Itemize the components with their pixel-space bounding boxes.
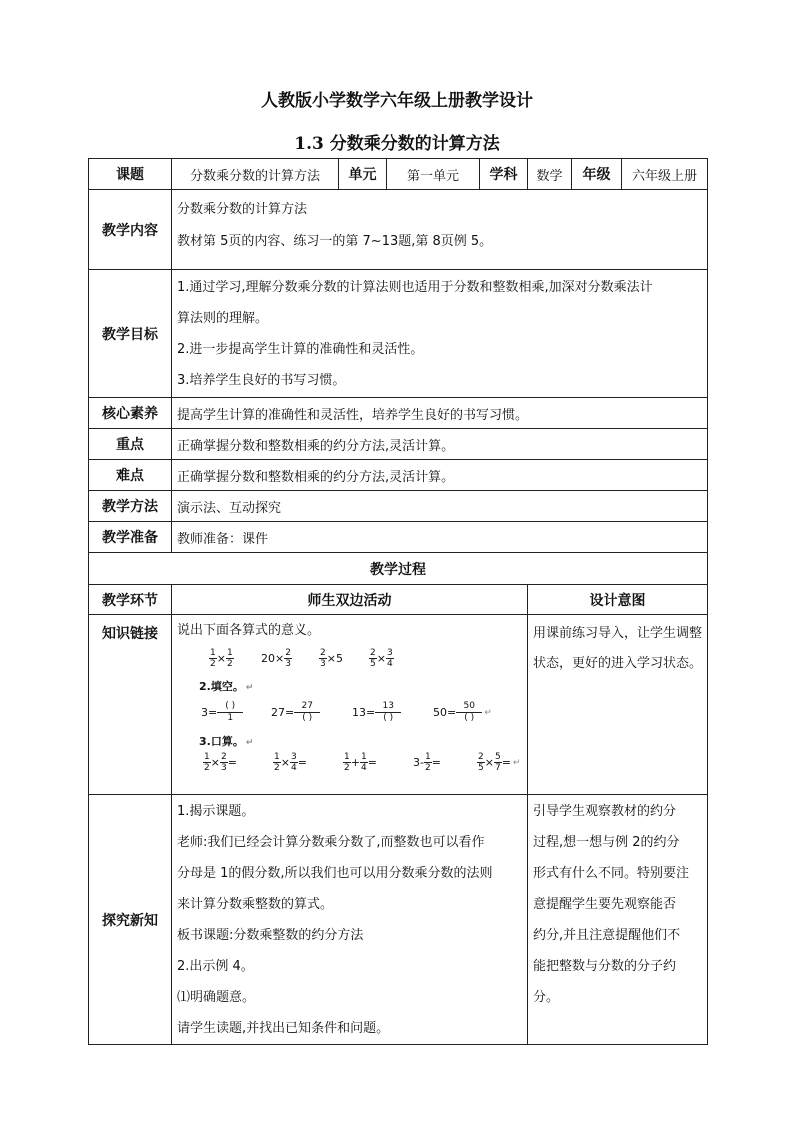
fill-expression: 27= 27 ( ) — [271, 701, 320, 724]
knowledge-link-intent: 用课前练习导入，让学生调整状态，更好的进入学习状态。 — [533, 626, 703, 671]
oral-expression: 1 2 + $\frac{1}{4}$ = — [344, 752, 377, 773]
goals-line-1: 1.通过学习,理解分数乘分数的计算法则也适用于分数和整数相乘,加深对分数乘法计 — [177, 279, 653, 295]
explore-line: 板书课题:分数乘整数的约分方法 — [177, 928, 364, 943]
oral-expression: 3- $\frac{1}{2}$ = — [413, 752, 441, 773]
prep-row — [89, 522, 708, 553]
fill-heading: 2.填空。 ↵ — [199, 680, 254, 693]
meaning-expression: $\frac{1}{2}$ × $\frac{1}{2}$ — [210, 648, 233, 669]
content-line-2: 教材第 5页的内容、练习一的第 7~13题,第 8页例 5。 — [177, 234, 493, 249]
fill-blank-fraction: 13 ( ) — [375, 701, 401, 724]
document-title: 人教版小学数学六年级上册教学设计 — [261, 91, 533, 111]
unit-label: 单元 — [339, 159, 387, 190]
key-point-label: 重点 — [89, 429, 172, 460]
explore-row — [89, 795, 708, 1045]
fill-expression: 13= 13 ( ) — [352, 701, 401, 724]
fraction: $\frac{1}{2}$ — [204, 752, 210, 773]
fraction: $\frac{3}{4}$ — [386, 648, 393, 669]
fill-blank-fraction: 27 ( ) — [294, 701, 320, 724]
meaning-expression: $\frac{2}{5}$ × $\frac{3}{4}$ — [370, 648, 393, 669]
fraction: $\frac{2}{3}$ — [285, 648, 291, 669]
explore-intent-line: 形式有什么不同。特别要注 — [533, 866, 690, 881]
method-value: 演示法、互动探究 — [172, 491, 708, 522]
process-col-stage: 教学环节 — [89, 585, 172, 615]
difficulty-value: 正确掌握分数和整数相乘的约分方法,灵活计算。 — [172, 460, 708, 491]
goals-line-2: 算法则的理解。 — [177, 310, 269, 326]
prep-label: 教学准备 — [89, 522, 172, 553]
process-title-row — [89, 553, 708, 585]
fill-blank-fraction: 50 ( ) — [456, 701, 482, 724]
fraction: $\frac{1}{2}$ — [274, 752, 280, 773]
grade-value: 六年级上册 — [622, 159, 708, 190]
lesson-plan-table — [88, 158, 708, 1045]
oral-heading: 3.口算。 ↵ — [199, 735, 254, 748]
explore-line: 请学生读题,并找出已知条件和问题。 — [177, 1021, 390, 1036]
fraction: $\frac{2}{3}$ — [320, 648, 326, 669]
difficulty-label: 难点 — [89, 460, 172, 491]
grade-label: 年级 — [572, 159, 622, 190]
return-mark: ↵ — [512, 757, 521, 768]
fraction: $\frac{2}{5}$ — [370, 648, 376, 669]
exercise-image — [177, 646, 522, 776]
fraction: 1 2 — [344, 752, 350, 773]
process-header-row — [89, 585, 708, 615]
knowledge-link-row — [89, 615, 708, 795]
content-line-1: 分数乘分数的计算方法 — [177, 202, 308, 217]
fill-expression: 50= 50 ( ) ↵ — [433, 701, 492, 723]
fraction: $\frac{1}{2}$ — [210, 648, 216, 669]
goals-line-3: 2.进一步提高学生计算的准确性和灵活性。 — [177, 341, 424, 357]
explore-intent-line: 分。 — [533, 990, 560, 1005]
explore-line: 老师:我们已经会计算分数乘分数了,而整数也可以看作 — [177, 835, 485, 850]
fill-expression: 3= ( ) 1 — [201, 701, 243, 724]
fraction: $\frac{1}{2}$ — [424, 752, 431, 773]
fraction: $\frac{5}{7}$ — [494, 752, 501, 773]
meaning-expression: 20× $\frac{2}{3}$ — [261, 648, 291, 669]
oral-expression: $\frac{1}{2}$ × $\frac{3}{4}$ = — [274, 752, 307, 773]
fraction: $\frac{2}{5}$ — [478, 752, 484, 773]
explore-intent-line: 意提醒学生要先观察能否 — [533, 897, 677, 912]
info-row — [89, 159, 708, 190]
method-row — [89, 491, 708, 522]
return-mark: ↵ — [484, 707, 492, 718]
subject-label: 学科 — [480, 159, 528, 190]
key-point-value: 正确掌握分数和整数相乘的约分方法,灵活计算。 — [172, 429, 708, 460]
goals-label: 教学目标 — [89, 270, 172, 398]
return-mark: ↵ — [245, 683, 254, 693]
fraction: $\frac{1}{4}$ — [360, 752, 367, 773]
unit-value: 第一单元 — [387, 159, 480, 190]
fill-blank-fraction: ( ) 1 — [217, 701, 243, 724]
topic-value: 分数乘分数的计算方法 — [172, 159, 339, 190]
process-title: 教学过程 — [89, 553, 708, 585]
literacy-row — [89, 398, 708, 429]
explore-line: 1.揭示课题。 — [177, 804, 255, 819]
return-mark: ↵ — [245, 738, 254, 748]
content-label: 教学内容 — [89, 190, 172, 270]
explore-intent-line: 约分,并且注意提醒他们不 — [533, 928, 681, 943]
knowledge-link-label: 知识链接 — [89, 615, 172, 795]
process-col-intent: 设计意图 — [528, 585, 708, 615]
oral-expression: $\frac{2}{5}$ × $\frac{5}{7}$ = ↵ — [478, 752, 521, 773]
goals-row — [89, 270, 708, 398]
content-row — [89, 190, 708, 270]
explore-line: ⑴明确题意。 — [177, 990, 256, 1005]
prep-value: 教师准备：课件 — [172, 522, 708, 553]
difficulty-row — [89, 460, 708, 491]
explore-intent-line: 过程,想一想与例 2的约分 — [533, 835, 680, 850]
oral-expression: $\frac{1}{2}$ × $\frac{2}{3}$ = — [204, 752, 237, 773]
explore-label: 探究新知 — [89, 795, 172, 1045]
explore-intent-line: 引导学生观察教材的约分 — [533, 804, 677, 819]
explore-intent-line: 能把整数与分数的分子约 — [533, 959, 677, 974]
literacy-label: 核心素养 — [89, 398, 172, 429]
explore-line: 2.出示例 4。 — [177, 959, 254, 974]
explore-line: 分母是 1的假分数,所以我们也可以用分数乘分数的法则 — [177, 866, 493, 881]
goals-line-4: 3.培养学生良好的书写习惯。 — [177, 372, 346, 388]
process-col-activity: 师生双边活动 — [172, 585, 528, 615]
knowledge-link-intro: 说出下面各算式的意义。 — [177, 623, 321, 638]
subject-value: 数学 — [528, 159, 572, 190]
lesson-title: 1.3 分数乘分数的计算方法 — [294, 134, 500, 154]
explore-line: 来计算分数乘整数的算式。 — [177, 897, 334, 912]
fraction: $\frac{1}{2}$ — [226, 648, 233, 669]
fraction: $\frac{3}{4}$ — [290, 752, 297, 773]
meaning-expression: $\frac{2}{3}$ ×5 — [320, 648, 343, 669]
literacy-value: 提高学生计算的准确性和灵活性，培养学生良好的书写习惯。 — [172, 398, 708, 429]
method-label: 教学方法 — [89, 491, 172, 522]
key-point-row — [89, 429, 708, 460]
topic-label: 课题 — [89, 159, 172, 190]
fraction: $\frac{2}{3}$ — [220, 752, 227, 773]
